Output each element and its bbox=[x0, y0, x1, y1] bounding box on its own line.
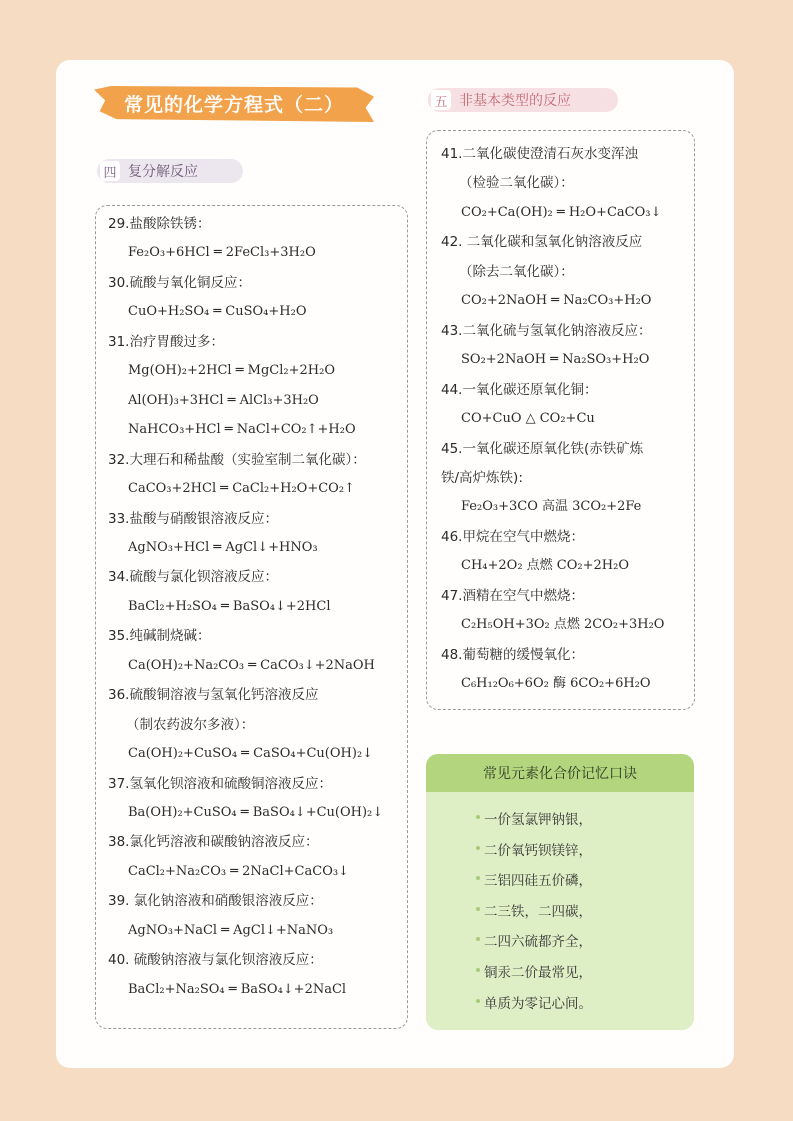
equation-title: 40. 硫酸钠溶液与氯化钡溶液反应： bbox=[108, 952, 323, 969]
bullet-dot bbox=[476, 968, 480, 972]
equation-line: BaCl₂+H₂SO₄ ═ BaSO₄↓+2HCl bbox=[128, 598, 331, 614]
equation-line: CuO+H₂SO₄ ═ CuSO₄+H₂O bbox=[128, 304, 307, 320]
equation-title: 45.一氧化碳还原氧化铁(赤铁矿炼 bbox=[441, 440, 644, 457]
equation-line: C₂H₅OH+3O₂ 点燃 2CO₂+3H₂O bbox=[461, 617, 665, 633]
equation-line: AgNO₃+NaCl ═ AgCl↓+NaNO₃ bbox=[128, 922, 334, 938]
mnemonic-line: 一价氢氯钾钠银， bbox=[484, 812, 592, 828]
equation-title: 33.盐酸与硝酸银溶液反应： bbox=[108, 510, 278, 527]
equation-line: CO+CuO △ CO₂+Cu bbox=[461, 411, 595, 427]
equation-title: （除去二氧化碳）： bbox=[459, 263, 574, 280]
equation-title: 42. 二氧化碳和氢氧化钠溶液反应 bbox=[441, 234, 643, 251]
equation-title: 37.氢氧化钡溶液和硫酸铜溶液反应： bbox=[108, 775, 332, 792]
mnemonic-line: 三铝四硅五价磷， bbox=[484, 873, 592, 890]
equation-title: 38.氯化钙溶液和碳酸钠溶液反应： bbox=[108, 834, 319, 851]
equation-line: CaCl₂+Na₂CO₃ ═ 2NaCl+CaCO₃↓ bbox=[128, 863, 349, 879]
equation-title: 32.大理石和稀盐酸（实验室制二氧化碳）： bbox=[108, 451, 366, 468]
equation-title: 44.一氧化碳还原氧化铜： bbox=[441, 381, 598, 398]
equation-title: 47.酒精在空气中燃烧： bbox=[441, 587, 584, 604]
equation-line: NaHCO₃+HCl ═ NaCl+CO₂↑+H₂O bbox=[128, 422, 356, 438]
section-number-left: 四 bbox=[100, 161, 120, 181]
mnemonic-line: 二三铁，二四碳， bbox=[484, 903, 592, 920]
mnemonic-line: 二价氧钙钡镁锌， bbox=[484, 842, 592, 859]
equation-line: CO₂+2NaOH ═ Na₂CO₃+H₂O bbox=[461, 293, 652, 309]
equation-line: CH₄+2O₂ 点燃 CO₂+2H₂O bbox=[461, 558, 629, 574]
equation-line: Fe₂O₃+6HCl ═ 2FeCl₃+3H₂O bbox=[128, 245, 316, 261]
equation-title: 35.纯碱制烧碱： bbox=[108, 628, 211, 645]
equation-title: 48.葡萄糖的缓慢氧化： bbox=[441, 646, 584, 663]
mnemonic-line: 二四六硫都齐全， bbox=[484, 934, 592, 951]
equation-title: 铁/高炉炼铁): bbox=[441, 469, 523, 486]
equation-line: C₆H₁₂O₆+6O₂ 酶 6CO₂+6H₂O bbox=[461, 676, 651, 692]
bullet-dot bbox=[476, 907, 480, 911]
equation-title: 30.硫酸与氧化铜反应： bbox=[108, 274, 251, 291]
section-header-left bbox=[97, 159, 243, 183]
mnemonic-line: 单质为零记心间。 bbox=[484, 995, 592, 1012]
equation-line: Mg(OH)₂+2HCl ═ MgCl₂+2H₂O bbox=[128, 363, 335, 379]
equation-title: 43.二氧化硫与氢氧化钠溶液反应： bbox=[441, 322, 652, 339]
bullet-dot bbox=[476, 846, 480, 850]
bullet-dot bbox=[476, 999, 480, 1003]
equation-line: BaCl₂+Na₂SO₄ ═ BaSO₄↓+2NaCl bbox=[128, 981, 347, 997]
bullet-dot bbox=[476, 937, 480, 941]
mnemonic-card bbox=[426, 754, 694, 1030]
page-title: 常见的化学方程式（二） bbox=[124, 94, 345, 116]
equation-line: Ba(OH)₂+CuSO₄ ═ BaSO₄↓+Cu(OH)₂↓ bbox=[128, 805, 384, 820]
mnemonic-line: 铜汞二价最常见， bbox=[484, 965, 592, 981]
section-header-right bbox=[428, 88, 618, 112]
equation-line: CaCO₃+2HCl ═ CaCl₂+H₂O+CO₂↑ bbox=[128, 481, 355, 497]
equation-line: Ca(OH)₂+CuSO₄ ═ CaSO₄+Cu(OH)₂↓ bbox=[128, 746, 374, 762]
equation-line: SO₂+2NaOH ═ Na₂SO₃+H₂O bbox=[461, 352, 650, 368]
mnemonic-title: 常见元素化合价记忆口诀 bbox=[426, 754, 694, 792]
equation-title: 39. 氯化钠溶液和硝酸银溶液反应： bbox=[108, 893, 323, 910]
equation-title: 34.硫酸与氯化钡溶液反应： bbox=[108, 569, 278, 586]
equation-line: Fe₂O₃+3CO 高温 3CO₂+2Fe bbox=[461, 499, 642, 515]
section-title-left: 复分解反应 bbox=[128, 164, 198, 180]
equation-title: 31.治疗胃酸过多： bbox=[108, 333, 224, 350]
equation-line: Ca(OH)₂+Na₂CO₃ ═ CaCO₃↓+2NaOH bbox=[128, 657, 375, 673]
equation-title: （制农药波尔多液）： bbox=[126, 716, 255, 733]
equation-line: CO₂+Ca(OH)₂ ═ H₂O+CaCO₃↓ bbox=[461, 204, 662, 220]
equation-line: AgNO₃+HCl ═ AgCl↓+HNO₃ bbox=[128, 539, 318, 555]
bullet-dot bbox=[476, 876, 480, 880]
bullet-dot bbox=[476, 815, 480, 819]
equation-title: 41.二氧化碳使澄清石灰水变浑浊 bbox=[441, 146, 638, 162]
equation-title: 46.甲烷在空气中燃烧： bbox=[441, 528, 584, 545]
equation-title: 29.盐酸除铁锈： bbox=[108, 216, 211, 232]
equation-title: 36.硫酸铜溶液与氢氧化钙溶液反应 bbox=[108, 687, 319, 704]
equation-line: Al(OH)₃+3HCl ═ AlCl₃+3H₂O bbox=[128, 392, 319, 408]
equation-title: （检验二氧化碳）： bbox=[459, 175, 574, 192]
section-number-right: 五 bbox=[431, 90, 451, 110]
section-title-right: 非基本类型的反应 bbox=[459, 93, 571, 109]
